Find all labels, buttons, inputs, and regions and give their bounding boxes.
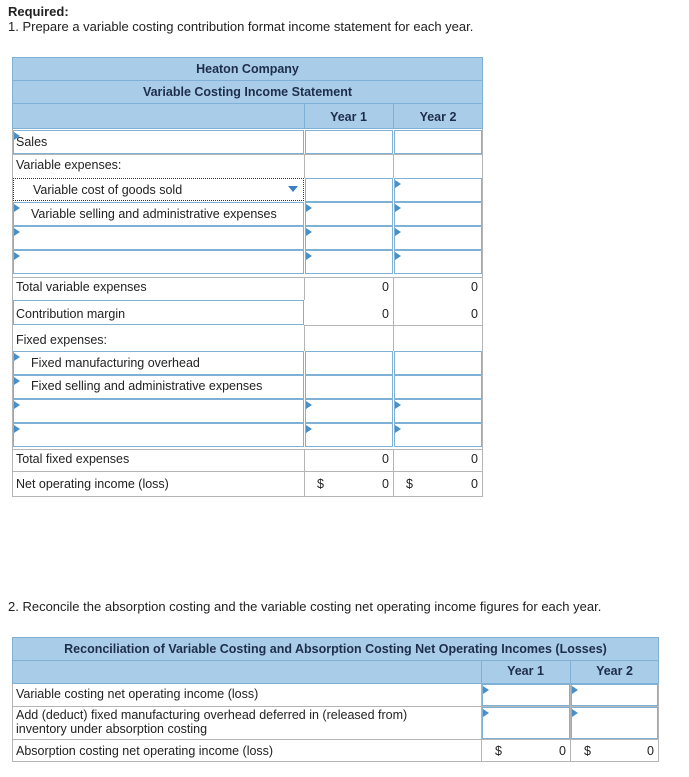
company-name: Heaton Company — [12, 57, 483, 81]
net-operating-label: Net operating income (loss) — [16, 477, 169, 491]
fixed-sga-label: Fixed selling and administrative expenses — [31, 379, 263, 393]
fixed-mfg-year1-input[interactable] — [305, 351, 393, 375]
var-sga-year1-input[interactable] — [305, 202, 393, 226]
col-header-year1: Year 1 — [330, 110, 367, 124]
var-blank2-year2-input[interactable] — [394, 250, 482, 274]
var-blank1-year1-input[interactable] — [305, 226, 393, 250]
fixed-sga-year1-input[interactable] — [305, 375, 393, 399]
var-sga-label: Variable selling and administrative expenses — [31, 207, 277, 221]
recon-absorption-year1-currency: $ — [495, 744, 502, 758]
fixed-sga-year2-input[interactable] — [394, 375, 482, 399]
required-heading: Required: — [8, 4, 69, 19]
fixed-blank2-year1-input[interactable] — [305, 423, 393, 447]
var-blank1-year2-input[interactable] — [394, 226, 482, 250]
total-variable-label: Total variable expenses — [16, 280, 147, 294]
total-variable-year1: 0 — [382, 280, 389, 294]
contribution-year2: 0 — [471, 307, 478, 321]
col-header-year2: Year 2 — [419, 110, 457, 124]
fixed-mfg-label: Fixed manufacturing overhead — [31, 356, 200, 370]
var-blank1-label-input[interactable] — [13, 226, 304, 250]
total-fixed-year2: 0 — [471, 452, 478, 466]
fixed-blank1-year2-input[interactable] — [394, 399, 482, 423]
statement-title: Variable Costing Income Statement — [12, 80, 483, 104]
part2-instruction: 2. Reconcile the absorption costing and the variable costing net operating income figures for each year. — [8, 599, 602, 614]
reconciliation-title: Reconciliation of Variable Costing and Absorption Costing Net Operating Incomes (Losses) — [12, 637, 659, 661]
sales-label-box — [13, 130, 304, 154]
recon-deferred-year2-input[interactable] — [571, 707, 658, 739]
var-sga-year2-input[interactable] — [394, 202, 482, 226]
fixed-blank2-label-input[interactable] — [13, 423, 304, 447]
recon-col-header-year2: Year 2 — [596, 664, 633, 678]
net-year1-currency: $ — [317, 477, 324, 491]
part1-instruction: 1. Prepare a variable costing contribution format income statement for each year. — [8, 19, 474, 34]
recon-absorption-year2-currency: $ — [584, 744, 591, 758]
recon-variable-noi-year2-input[interactable] — [571, 684, 658, 706]
recon-absorption-year2: 0 — [647, 744, 654, 758]
fixed-mfg-year2-input[interactable] — [394, 351, 482, 375]
recon-variable-noi-year1-input[interactable] — [482, 684, 570, 706]
recon-col-header-year1: Year 1 — [507, 664, 544, 678]
total-fixed-label: Total fixed expenses — [16, 452, 130, 466]
net-year1: 0 — [382, 477, 389, 491]
recon-absorption-year1: 0 — [559, 744, 566, 758]
recon-deferred-label: Add (deduct) fixed manufacturing overhead deferred in (released from) inventory under absorption costing — [16, 708, 408, 736]
sales-year2-input[interactable] — [394, 130, 482, 154]
var-cogs-year1-input[interactable] — [305, 178, 393, 202]
recon-variable-noi-label: Variable costing net operating income (loss) — [16, 687, 259, 701]
fixed-blank1-year1-input[interactable] — [305, 399, 393, 423]
chevron-down-icon[interactable] — [288, 186, 298, 192]
total-fixed-year1: 0 — [382, 452, 389, 466]
net-year2: 0 — [471, 477, 478, 491]
recon-absorption-noi-label: Absorption costing net operating income (loss) — [16, 744, 274, 758]
sales-label: Sales — [16, 135, 48, 149]
fixed-blank1-label-input[interactable] — [13, 399, 304, 423]
contribution-margin-label: Contribution margin — [16, 307, 126, 321]
recon-deferred-year1-input[interactable] — [482, 707, 570, 739]
variable-expenses-label: Variable expenses: — [16, 158, 122, 172]
sales-year1-input[interactable] — [305, 130, 393, 154]
var-blank2-label-input[interactable] — [13, 250, 304, 274]
total-variable-year2: 0 — [471, 280, 478, 294]
var-blank2-year1-input[interactable] — [305, 250, 393, 274]
contribution-year1: 0 — [382, 307, 389, 321]
fixed-blank2-year2-input[interactable] — [394, 423, 482, 447]
fixed-expenses-label: Fixed expenses: — [16, 333, 108, 347]
var-cogs-year2-input[interactable] — [394, 178, 482, 202]
net-year2-currency: $ — [406, 477, 413, 491]
var-cogs-label: Variable cost of goods sold — [33, 183, 183, 197]
